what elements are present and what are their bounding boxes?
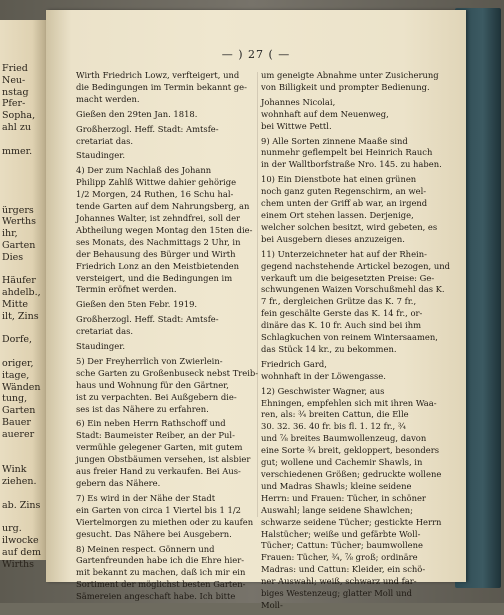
right-column-paragraph — [261, 385, 442, 612]
left-column-paragraph — [76, 165, 252, 296]
left-page-text-fragment: Pfer- — [2, 98, 26, 110]
text-line: verschiedenen Größen; gedruckte wollene — [261, 469, 442, 479]
text-line: noch ganz guten Regenschirm, an wel- — [261, 186, 427, 197]
text-line: ner Auswahl; weiß, schwarz und far- — [261, 576, 417, 587]
left-page-text-fragment: Wink — [2, 464, 27, 476]
paragraph-gap — [76, 603, 252, 606]
text-line: Tücher; Cattun: Tücher; baumwollene — [261, 540, 423, 551]
text-line: haus und Wohnung für den Gärtner, — [76, 379, 229, 390]
text-line: Sämereien angeschaft habe. Ich bitte — [76, 591, 236, 602]
text-line: vermühle gelegener Garten, mit gutem — [76, 442, 243, 453]
text-line: ses ist das Nähere zu erfahren. — [76, 403, 209, 414]
left-page-text-fragment: ahl zu — [2, 122, 31, 133]
left-page-text-fragment: ilwocke — [2, 535, 39, 546]
left-column-paragraph — [76, 109, 252, 121]
left-page-text-fragment: Häufer — [2, 275, 36, 287]
text-line: 30. 32. 36. 40 fr. bis fl. 1. 12 fr., ¾ — [261, 421, 406, 432]
left-page-text-fragment: origer, — [2, 358, 34, 369]
text-line: Schlagkuchen von reinem Wintersaamen, — [261, 332, 438, 343]
text-line: 12) Geschwister Wagner, aus — [261, 385, 385, 396]
text-line: Gießen den 29ten Jan. 1818. — [76, 108, 198, 119]
right-column-paragraph — [261, 97, 437, 133]
left-page-text-fragment: Mitte — [2, 299, 29, 310]
text-line: nunmehr geflempelt bei Heinrich Rauch — [261, 147, 433, 158]
text-line: schwungenen Waizen Vorschußmehl das K. — [261, 284, 445, 295]
text-line: Friedrich Gard, — [261, 358, 327, 369]
text-line: bei Wittwe Pettl. — [261, 120, 332, 131]
left-page-text-fragment: itage, — [2, 369, 30, 381]
left-page-text-fragment: Neu- — [2, 74, 26, 86]
left-page-text-fragment: Garten — [2, 405, 36, 417]
text-line: cretariat das. — [76, 135, 134, 146]
text-line: Großherzogl. Heff. Stadt: Amtsfe- — [76, 123, 219, 134]
text-line: Moll- — [261, 599, 283, 610]
text-line: 7) Es wird in der Nähe der Stadt — [76, 492, 216, 503]
text-line: 8) Meinen respect. Gönnern und — [76, 543, 215, 554]
text-line: wohnhaft auf dem Neuenweg, — [261, 108, 389, 119]
left-page-text-fragment: Werths — [2, 216, 36, 228]
left-column-paragraph — [76, 314, 252, 338]
left-page-text-fragment: ab. Zins — [2, 499, 41, 511]
text-line: gesucht. Das Nähere bei Ausgebern. — [76, 528, 232, 539]
left-page-text-fragment: ziehen. — [2, 476, 37, 487]
left-page-text-fragment: Dies — [2, 251, 24, 263]
text-line: die Bedingungen im Termin bekannt ge- — [76, 81, 247, 92]
text-line: eine Sorte ¾ breit, gekloppert, besonders — [261, 445, 440, 456]
paragraph-gap — [261, 612, 437, 615]
text-line: Friedrich Lonz an den Meistbietenden — [76, 260, 240, 271]
text-line: 10) Ein Dienstbote hat einen grünen — [261, 174, 417, 185]
left-column-paragraph — [76, 70, 252, 106]
text-line: Johannes Nicolai, — [261, 96, 336, 107]
text-line: chem unten der Griff ab war, an irgend — [261, 198, 428, 209]
text-line: Staudinger. — [76, 150, 125, 161]
text-line: das Stück 14 kr., zu bekommen. — [261, 343, 397, 354]
left-column-paragraph — [76, 544, 252, 604]
text-line: verkauft um die beigesetzten Preise: Ge- — [261, 272, 435, 283]
text-line: mit bekannt zu machen, daß ich mir ein — [76, 567, 246, 578]
text-line: fein geschälte Gerste das K. 14 fr., or- — [261, 308, 423, 319]
right-column-paragraph — [261, 359, 437, 383]
text-line: wohnhaft in der Löwengasse. — [261, 370, 386, 381]
left-column-paragraph — [76, 355, 259, 416]
text-line: ses Monats, des Nachmittags 2 Uhr, in — [76, 236, 241, 247]
right-column-paragraph — [261, 248, 450, 356]
text-line: biges Westenzeug; glatter Moll und — [261, 588, 412, 599]
text-line: 5) Der Freyherrlich von Zwierlein- — [76, 355, 223, 366]
text-line: Ehningen, empfehlen sich mit ihren Waa- — [261, 397, 437, 408]
text-line: versteigert, und die Bedingungen im — [76, 272, 233, 283]
text-line: Gießen den 5ten Febr. 1919. — [76, 299, 198, 310]
text-line: einem Ort stehen lassen. Derjenige, — [261, 209, 414, 220]
text-line: tende Garten auf dem Nahrungsberg, an — [76, 201, 250, 212]
text-line: Halstücher; weiße und gefärbte Woll- — [261, 528, 421, 539]
text-line: jungen Obstbäumen versehen, ist alsbier — [76, 454, 251, 465]
text-line: und Madras Shawls; kleine seidene — [261, 480, 412, 491]
left-page-text-fragment: Wirths — [2, 558, 34, 570]
left-page-text-fragment: ihr, — [2, 228, 18, 240]
text-line: Abtheilung wegen Montag den 15ten die- — [76, 224, 253, 235]
text-line: dinäre das K. 10 fr. Auch sind bei ihm — [261, 320, 422, 331]
text-line: und ⅞ breites Baumwollenzeug, davon — [261, 433, 427, 444]
left-page-text-fragment: mmer. — [2, 145, 33, 157]
left-page-text-fragment: tung, — [2, 393, 28, 405]
text-line: Sortiment der möglichst besten Garten- — [76, 579, 246, 590]
left-page-text-fragment: Fried — [2, 63, 28, 74]
text-line: cretariat das. — [76, 326, 134, 337]
text-line: ein Garten von circa 1 Viertel bis 1 1/2 — [76, 504, 241, 515]
text-line: macht werden. — [76, 93, 140, 104]
left-page-fragment — [0, 20, 46, 570]
text-line: 11) Unterzeichneter hat auf der Rhein- — [261, 248, 427, 259]
text-line: von Billigkeit und prompter Bedienung. — [261, 81, 430, 92]
text-line: Großherzogl. Heff. Stadt: Amtsfe- — [76, 314, 219, 325]
left-column-paragraph — [76, 124, 252, 148]
left-column — [76, 70, 259, 606]
left-page-text-fragment: Bauer — [2, 417, 31, 428]
page-number: — ) 27 ( — — [221, 48, 291, 61]
text-line: 4) Der zum Nachlaß des Johann — [76, 165, 212, 176]
text-line: ist zu verpachten. Bei Außgebern die- — [76, 391, 237, 402]
text-line: Termin eröfnet werden. — [76, 284, 177, 295]
left-page-text-fragment: ürgers — [2, 204, 34, 216]
left-column-paragraph — [76, 493, 252, 541]
left-column-paragraph — [76, 341, 252, 353]
text-line: gegend nachstehende Artickel bezogen, und — [261, 260, 450, 271]
left-column-paragraph — [76, 299, 252, 311]
text-line: ren, als: ¾ breiten Cattun, die Elle — [261, 409, 409, 420]
text-line: 6) Ein neben Herrn Rathschoff und — [76, 418, 226, 429]
book-page — [46, 10, 466, 610]
text-line: welcher solchen besitzt, wird gebeten, es — [261, 221, 438, 232]
right-column-paragraph — [261, 70, 437, 94]
left-page-text-fragment: Wänden — [2, 381, 41, 393]
text-line: in der Walltborfstraße Nro. 145. zu haben. — [261, 159, 442, 170]
text-line: Stadt: Baumeister Reiber, an der Pul- — [76, 430, 235, 441]
text-line: Madras: und Cattun: Kleider, ein schö- — [261, 564, 426, 575]
text-line: Auswahl; lange seidene Shawlchen; — [261, 504, 413, 515]
right-column — [261, 70, 450, 615]
text-line: der Behausung des Bürger und Wirth — [76, 248, 236, 259]
left-page-text-fragment: Sopha, — [2, 110, 36, 122]
text-line: gut; wollene und Cachemir Shawls, in — [261, 457, 423, 468]
text-line: Wirth Friedrich Lowz, verfteigert, und — [76, 70, 240, 80]
text-line: Johannes Walter, ist zehndfrei, soll der — [76, 212, 241, 223]
left-page-text-fragment: auerer — [2, 428, 35, 440]
text-line: Philipp Zahlß Wittwe dahier gehörige — [76, 177, 237, 188]
text-line: um geneigte Abnahme unter Zusicherung — [261, 70, 439, 80]
text-line: 9) Alle Sorten zinnene Maaße sind — [261, 135, 408, 146]
text-line: 7 fr., dergleichen Grütze das K. 7 fr., — [261, 296, 417, 307]
text-line: Frauen: Tücher, ¾, ⅞ groß; ordinäre — [261, 552, 418, 563]
left-page-text-fragment: nstag — [2, 86, 29, 98]
left-page-text-fragment: Garten — [2, 240, 36, 251]
text-line: 1/2 Morgen, 24 Ruthen, 16 Schu hal- — [76, 189, 234, 200]
left-page-text-fragment: ahdelb., — [2, 287, 41, 299]
text-line: Staudinger. — [76, 341, 125, 352]
left-column-paragraph — [76, 150, 252, 162]
left-column-paragraph — [76, 418, 252, 489]
left-page-text-fragment: ilt, Zins — [2, 310, 39, 322]
text-line: Viertelmorgen zu miethen oder zu kaufen — [76, 516, 254, 527]
right-column-paragraph — [261, 135, 442, 172]
text-line: schwarze seidene Tücher; gestickte Herrn — [261, 516, 442, 527]
text-line: sche Garten zu Großenbuseck nebst Treib- — [76, 367, 259, 378]
text-line: Herrn: und Frauen: Tücher, in schöner — [261, 492, 426, 503]
text-line: bei Ausgebern dieses anzuzeigen. — [261, 233, 405, 244]
left-page-text-fragment: auf dem — [2, 546, 42, 558]
left-page-text-fragment: Dorfe, — [2, 334, 33, 346]
text-line: aus freier Hand zu verkaufen. Bei Aus- — [76, 466, 241, 477]
column-divider — [257, 72, 258, 517]
left-page-text-fragment: urg. — [2, 523, 22, 535]
right-column-paragraph — [261, 174, 437, 245]
text-line: Gartenfreunden habe ich die Ehre hier- — [76, 555, 245, 566]
text-line: gebern das Nähere. — [76, 478, 161, 488]
